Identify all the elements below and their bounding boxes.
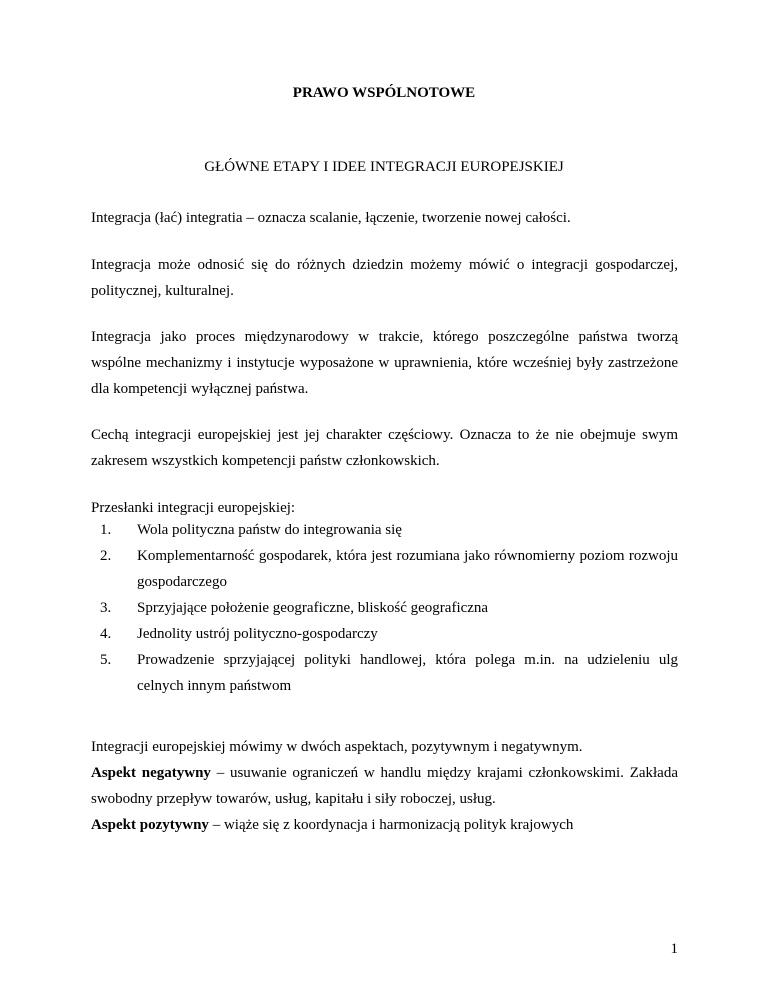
paragraph-domains: Integracja może odnosić się do różnych dziedzin możemy mówić o integracji gospodarczej, politycznej, kulturalnej.	[91, 257, 678, 299]
aspect-positive-paragraph	[91, 812, 678, 838]
document-subtitle: GŁÓWNE ETAPY I IDEE INTEGRACJI EUROPEJSKIEJ	[204, 159, 564, 175]
list-item-number: 5.	[100, 652, 112, 668]
list-item-number: 1.	[100, 522, 112, 538]
list-item-text: Prowadzenie sprzyjającej polityki handlowej, która polega m.in. na udzieleniu ulg celnych innym państwom	[137, 652, 678, 694]
list-item	[91, 621, 678, 647]
document-title: PRAWO WSPÓLNOTOWE	[292, 85, 476, 101]
aspect-negative-paragraph	[91, 760, 678, 812]
aspect-positive-definition: – wiąże się z koordynacja i harmonizacją polityk krajowych	[208, 817, 574, 833]
list-item-text: Komplementarność gospodarek, która jest rozumiana jako równomierny poziom rozwoju gospodarczego	[137, 548, 678, 590]
premises-list	[91, 517, 678, 699]
paragraph-definition: Integracja (łać) integratia – oznacza scalanie, łączenie, tworzenie nowej całości.	[91, 210, 571, 226]
list-item	[91, 517, 678, 543]
list-item	[91, 647, 678, 699]
paragraph-partial-character: Cechą integracji europejskiej jest jej charakter częściowy. Oznacza to że nie obejmuje swym zakresem wszystkich kompetencji państw członkowskich.	[91, 427, 678, 469]
list-item	[91, 595, 678, 621]
aspect-negative-term: Aspekt negatywny	[91, 765, 211, 781]
list-item-text: Wola polityczna państw do integrowania się	[137, 522, 402, 538]
list-item-number: 2.	[100, 548, 112, 564]
list-item-number: 3.	[100, 600, 112, 616]
page-number: 1	[670, 941, 678, 957]
list-item-text: Jednolity ustrój polityczno-gospodarczy	[137, 626, 378, 642]
list-item	[91, 543, 678, 595]
list-item-text: Sprzyjające położenie geograficzne, bliskość geograficzna	[137, 600, 489, 616]
aspect-positive-term: Aspekt pozytywny	[91, 817, 209, 833]
paragraph-process: Integracja jako proces międzynarodowy w trakcie, którego poszczególne państwa tworzą wspólne mechanizmy i instytucje wyposażone w uprawnienia, które wcześniej były zastrzeżone dla kompetencji wyłącznej państwa.	[91, 329, 678, 397]
aspect-negative-definition: – usuwanie ograniczeń w handlu między krajami członkowskimi. Zakłada swobodny przepływ towarów, usług, kapitału i siły roboczej, usług.	[91, 765, 678, 807]
aspects-intro: Integracji europejskiej mówimy w dwóch aspektach, pozytywnym i negatywnym.	[91, 739, 583, 755]
list-item-number: 4.	[100, 626, 112, 642]
list-heading: Przesłanki integracji europejskiej:	[91, 500, 296, 516]
